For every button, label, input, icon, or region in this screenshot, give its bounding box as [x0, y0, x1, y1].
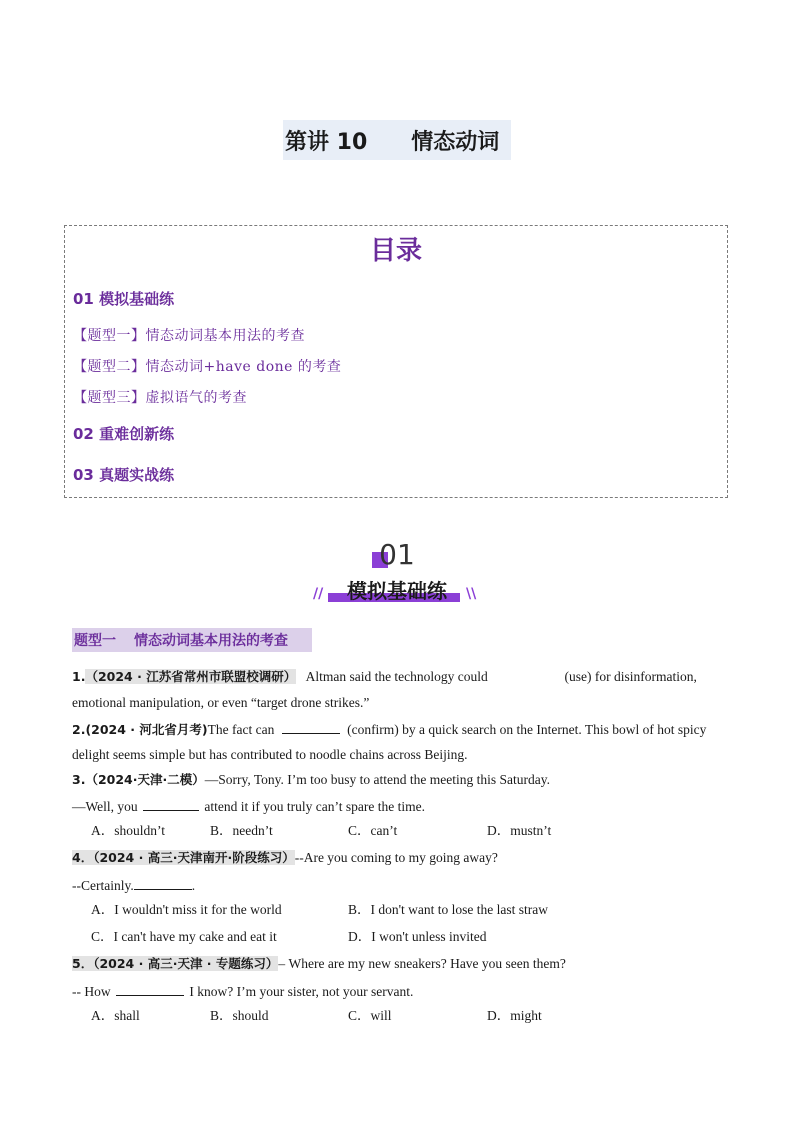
toc-subitem-2[interactable]: 【题型二】情态动词+have done 的考查: [73, 359, 342, 375]
question-4-option-d[interactable]: D．I won't unless invited: [348, 929, 487, 944]
toc-subitem-1[interactable]: 【题型一】情态动词基本用法的考查: [73, 328, 305, 344]
right-slash-decoration: \\: [466, 586, 477, 602]
toc-heading: 目录: [369, 236, 422, 266]
title-topic: 情态动词: [411, 129, 500, 155]
question-5-blank[interactable]: [116, 982, 184, 996]
title-lecture-number: 第讲 10: [285, 129, 368, 155]
toc-subitem-3[interactable]: 【题型三】虚拟语气的考查: [73, 390, 247, 406]
section-name: 模拟基础练: [347, 579, 447, 603]
question-3-line-1: 3.（2024·天津·二模）—Sorry, Tony. I’m too busy to attend the meeting this Saturday.: [72, 772, 551, 787]
question-3-option-b[interactable]: B．needn’t: [210, 823, 273, 838]
page-title: [283, 120, 511, 160]
question-3-line-2: —Well, you attend it if you truly can’t spare the time.: [72, 799, 425, 814]
question-4-option-b[interactable]: B．I don't want to lose the last straw: [348, 902, 549, 917]
toc-section-03[interactable]: 03 真题实战练: [73, 466, 175, 484]
question-3-source: （2024·天津·二模）: [85, 772, 205, 787]
question-5-source: （2024 · 高三·天津 · 专题练习）: [93, 956, 279, 971]
question-2-line-1: 2.(2024 · 河北省月考)The fact can (confirm) by a quick search on the Internet. This bowl of hot spicy: [72, 722, 707, 737]
question-4-line-2: --Certainly. .: [72, 878, 196, 893]
question-type-header: [72, 628, 312, 652]
question-5-line-1: 5．（2024 · 高三·天津 · 专题练习）– Where are my new sneakers? Have you seen them?: [72, 956, 566, 971]
question-1-line-2: emotional manipulation, or even “target drone strikes.”: [72, 695, 370, 710]
question-4-line-1: 4．（2024 · 高三·天津南开·阶段练习）--Are you coming to my going away?: [72, 850, 498, 865]
question-5-option-c[interactable]: C．will: [348, 1008, 392, 1023]
question-4-source: （2024 · 高三·天津南开·阶段练习）: [93, 850, 295, 865]
section-number: 01: [379, 538, 415, 571]
question-2-blank[interactable]: [282, 720, 340, 734]
question-2-line-2: delight seems simple but has contributed to noodle chains across Beijing.: [72, 747, 468, 762]
question-3-option-d[interactable]: D．mustn’t: [487, 823, 552, 838]
question-5-option-d[interactable]: D．might: [487, 1008, 542, 1023]
question-5-line-2: -- How I know? I’m your sister, not your servant.: [72, 984, 414, 999]
question-3-option-a[interactable]: A．shouldn’t: [91, 823, 166, 838]
table-of-contents: [64, 225, 728, 498]
toc-section-01[interactable]: 01 模拟基础练: [73, 290, 175, 308]
question-1-line-1: 1.（2024 · 江苏省常州市联盟校调研） Altman said the technology could (use) for disinformation,: [72, 669, 697, 684]
question-5-option-b[interactable]: B．should: [210, 1008, 269, 1023]
question-type-number: 题型一: [74, 633, 116, 649]
toc-section-02[interactable]: 02 重难创新练: [73, 425, 175, 443]
question-type-title: 情态动词基本用法的考查: [134, 633, 288, 649]
question-4-option-a[interactable]: A．I wouldn't miss it for the world: [91, 902, 282, 917]
question-3-blank[interactable]: [143, 797, 199, 811]
question-1-source: （2024 · 江苏省常州市联盟校调研）: [85, 669, 297, 684]
question-4-option-c[interactable]: C．I can't have my cake and eat it: [91, 929, 277, 944]
question-5-option-a[interactable]: A．shall: [91, 1008, 140, 1023]
question-4-blank[interactable]: [134, 876, 192, 890]
question-2-source: (2024 · 河北省月考): [85, 722, 208, 737]
question-3-option-c[interactable]: C．can’t: [348, 823, 398, 838]
left-slash-decoration: //: [313, 586, 324, 602]
